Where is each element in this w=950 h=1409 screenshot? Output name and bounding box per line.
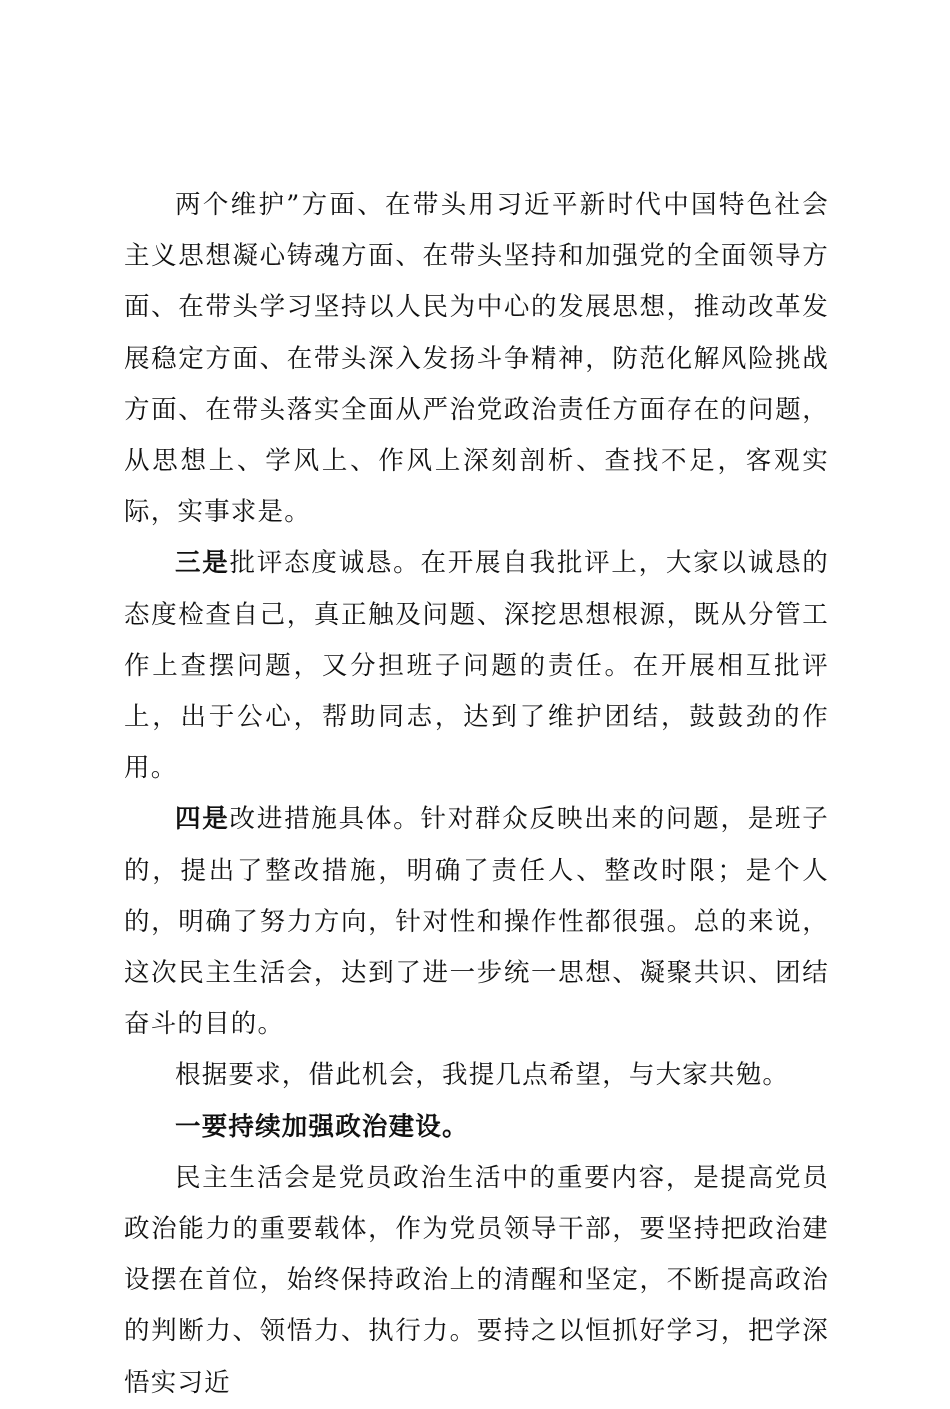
paragraph-5 xyxy=(124,1153,829,1409)
section-heading: 一要持续加强政治建设。 xyxy=(175,1111,469,1142)
paragraph-4 xyxy=(124,1050,829,1101)
paragraph-1 xyxy=(124,180,829,538)
paragraph-2-text: 批评态度诚恳。在开展自我批评上，大家以诚恳的态度检查自己，真正触及问题、深挖思想根源，既从分管工作上查摆问题，又分担班子问题的责任。在开展相互批评上，出于公心，帮助同志，达到了维护团结，鼓鼓劲的作用。 xyxy=(124,548,829,784)
paragraph-2-lead: 三是 xyxy=(175,548,230,579)
paragraph-3-text: 改进措施具体。针对群众反映出来的问题，是班子的，提出了整改措施，明确了责任人、整改时限；是个人的，明确了努力方向，针对性和操作性都很强。总的来说，这次民主生活会，达到了进一步统一思想、凝聚共识、团结奋斗的目的。 xyxy=(124,804,829,1040)
document-body xyxy=(124,180,829,1409)
paragraph-3-lead: 四是 xyxy=(175,804,230,835)
paragraph-2 xyxy=(124,538,829,794)
paragraph-1-text: 两个维护”方面、在带头用习近平新时代中国特色社会主义思想凝心铸魂方面、在带头坚持和加强党的全面领导方面、在带头学习坚持以人民为中心的发展思想，推动改革发展稳定方面、在带头深入发扬斗争精神，防范化解风险挑战方面、在带头落实全面从严治党政治责任方面存在的问题，从思想上、学风上、作风上深刻剖析、查找不足，客观实际，实事求是。 xyxy=(124,190,829,528)
paragraph-3 xyxy=(124,794,829,1050)
paragraph-5-text: 民主生活会是党员政治生活中的重要内容，是提高党员政治能力的重要载体，作为党员领导干部，要坚持把政治建设摆在首位，始终保持政治上的清醒和坚定，不断提高政治的判断力、领悟力、执行力。要持之以恒抓好学习，把学深悟实习近 xyxy=(124,1162,829,1398)
paragraph-4-text: 根据要求，借此机会，我提几点希望，与大家共勉。 xyxy=(175,1060,790,1091)
